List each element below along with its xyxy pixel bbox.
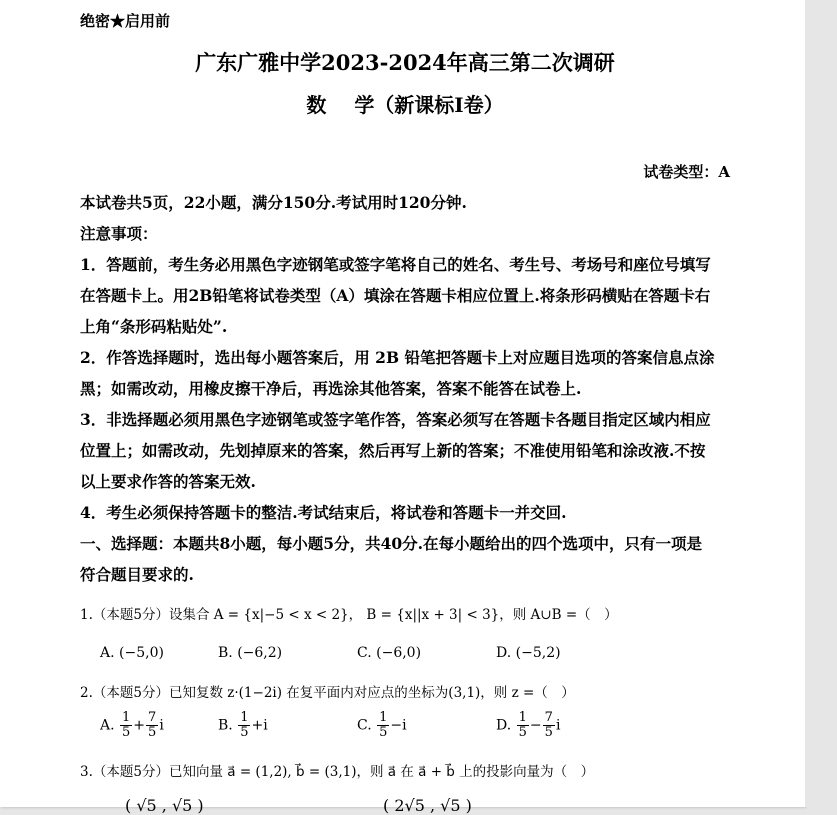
paper-type: 试卷类型：A (643, 163, 730, 181)
question-2-options (100, 711, 700, 741)
option-fragment-a: ( √5 , √5 ) (125, 796, 204, 815)
note-line: 黑；如需改动，用橡皮擦干净后，再选涂其他答案，答案不能答在试卷上. (80, 379, 582, 398)
notes-heading: 注意事项： (80, 224, 158, 243)
subtitle-part-1: 数 (306, 93, 327, 117)
question-1-stem: 1.（本题5分）设集合 A = {x|−5 < x < 2}， B = {x||x + 3| < 3}，则 A∪B =（ ） (80, 607, 618, 623)
note-line: 1．答题前，考生务必用黑色字迹钢笔或签字笔将自己的姓名、考生号、考场号和座位号填写 (80, 255, 711, 274)
option-c: C. (−6,0) (357, 645, 422, 661)
note-line: 2．作答选择题时，选出每小题答案后，用 2B 铅笔把答题卡上对应题目选项的答案信息点涂 (80, 348, 715, 367)
option-fragment-b: ( 2√5 , √5 ) (383, 796, 472, 815)
option-b: B. $\frac{1}{5}$ +i (218, 710, 268, 740)
section-heading: 符合题目要求的. (80, 565, 194, 584)
question-2-stem: 2.（本题5分）已知复数 z·(1−2i) 在复平面内对应点的坐标为(3,1)，则 z =（ ） (80, 685, 575, 701)
exam-summary: 本试卷共5页，22小题，满分150分.考试用时120分钟. (80, 193, 467, 212)
exam-subtitle (0, 89, 810, 118)
viewer-background-strip (805, 0, 837, 807)
option-d: D. $\frac{1}{5}$ − $\frac{7}{5}$ i (496, 710, 561, 740)
note-line: 在答题卡上。用2B铅笔将试卷类型（A）填涂在答题卡相应位置上.将条形码横贴在答题卡右 (80, 286, 711, 305)
option-c: C. $\frac{1}{5}$ −i (357, 710, 407, 740)
section-heading: 一、选择题：本题共8小题，每小题5分，共40分.在每小题给出的四个选项中，只有一项是 (80, 534, 703, 553)
confidential-label: 绝密★启用前 (80, 12, 171, 30)
subtitle-part-2: 学（新课标I卷） (354, 93, 504, 117)
note-line: 以上要求作答的答案无效. (80, 472, 256, 491)
note-line: 位置上；如需改动，先划掉原来的答案，然后再写上新的答案；不准使用铅笔和涂改液.不按 (80, 441, 706, 460)
question-3-stem: 3.（本题5分）已知向量 a⃗ = (1,2), b⃗ = (3,1)，则 a⃗ 在 a⃗ + b⃗ 上的投影向量为（ ） (80, 764, 595, 780)
instructions-block (80, 187, 735, 590)
option-d: D. (−5,2) (496, 645, 561, 661)
note-line: 4．考生必须保持答题卡的整洁.考试结束后，将试卷和答题卡一并交回. (80, 503, 567, 522)
note-line: 3．非选择题必须用黑色字迹钢笔或签字笔作答，答案必须写在答题卡各题目指定区域内相应 (80, 410, 711, 429)
note-line: 上角“条形码粘贴处”. (80, 317, 228, 336)
option-a: A. (−5,0) (100, 645, 164, 661)
exam-title: 广东广雅中学2023-2024年高三第二次调研 (195, 50, 615, 75)
question-1-options (100, 645, 700, 675)
option-a: A. $\frac{1}{5}$ + $\frac{7}{5}$ i (100, 710, 164, 740)
option-b: B. (−6,2) (218, 645, 283, 661)
